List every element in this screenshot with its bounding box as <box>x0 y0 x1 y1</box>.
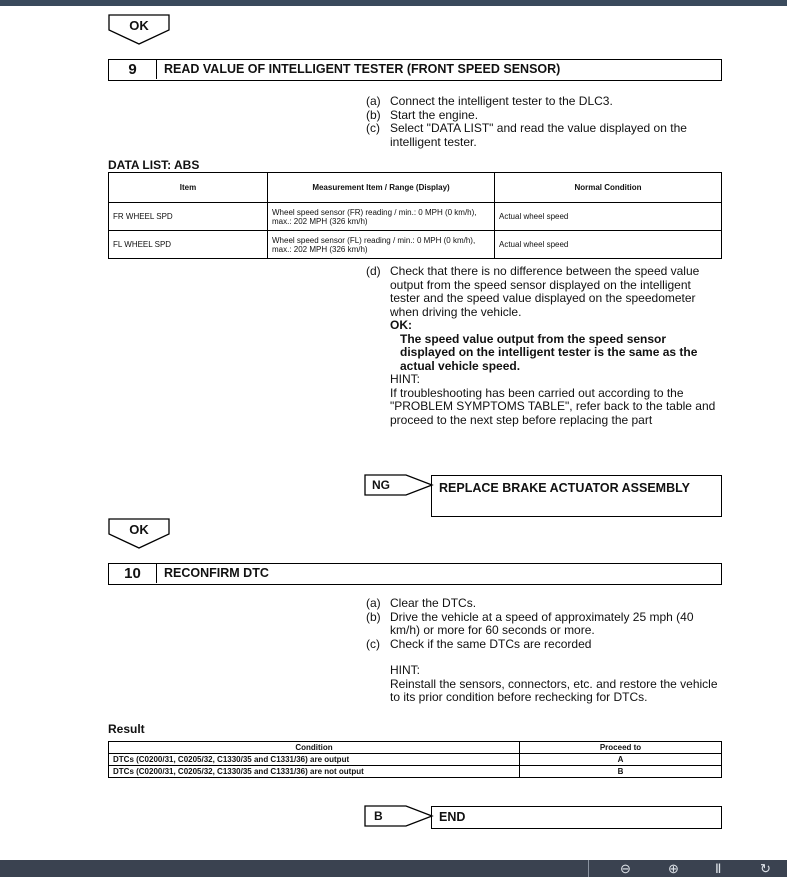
column-header: Proceed to <box>520 742 722 754</box>
ok-label: OK <box>129 18 149 33</box>
result-table <box>108 741 722 778</box>
check-instruction <box>366 265 722 427</box>
viewer-toolbar <box>0 860 787 877</box>
table-row <box>109 203 722 231</box>
check-label: (d) <box>366 264 381 278</box>
table-row <box>109 231 722 259</box>
hint-heading: HINT: <box>390 372 420 386</box>
ng-action: REPLACE BRAKE ACTUATOR ASSEMBLY <box>431 475 722 517</box>
instruction-item: (a) Connect the intelligent tester to the DLC3. <box>366 94 613 108</box>
ng-result-box <box>364 474 722 518</box>
table-cell: Actual wheel speed <box>495 231 722 259</box>
ok-heading: OK: <box>390 318 412 332</box>
instruction-item: (b) Drive the vehicle at a speed of approximately 25 mph (40 km/h) or more for 60 seconds or more. <box>366 609 694 637</box>
table-header-row <box>109 173 722 203</box>
refresh-icon[interactable]: ↻ <box>760 861 771 876</box>
column-header: Item <box>109 173 268 203</box>
ok-arrow-box-step9 <box>108 14 170 44</box>
step-number: 10 <box>109 564 157 583</box>
hint-heading: HINT: <box>390 663 420 677</box>
table-cell: Wheel speed sensor (FR) reading / min.: 0 MPH (0 km/h), max.: 202 MPH (326 km/h) <box>268 203 495 231</box>
toolbar-separator <box>588 860 589 877</box>
instruction-item: (b) Start the engine. <box>366 107 479 122</box>
data-list-title: DATA LIST: ABS <box>108 158 200 172</box>
table-row <box>109 766 722 778</box>
column-header: Measurement Item / Range (Display) <box>268 173 495 203</box>
column-header: Condition <box>109 742 520 754</box>
data-list-table <box>108 172 722 259</box>
step-10-header <box>108 563 722 585</box>
ok-arrow-box-step10 <box>108 518 170 548</box>
ok-label: OK <box>129 522 149 537</box>
end-action: END <box>431 806 722 829</box>
zoom-out-icon[interactable]: ⊖ <box>620 861 631 876</box>
step9-instructions <box>366 95 722 149</box>
zoom-in-icon[interactable]: ⊕ <box>668 861 679 876</box>
check-text: Check that there is no difference between the speed value output from the speed sensor displayed on the intelligent tester and the speed value displayed on the speedometer when driving the vehicle. <box>390 264 700 319</box>
table-cell: Actual wheel speed <box>495 203 722 231</box>
table-cell: B <box>520 766 722 778</box>
table-header-row <box>109 742 722 754</box>
top-window-bar <box>0 0 787 6</box>
table-cell: A <box>520 754 722 766</box>
hint-text: If troubleshooting has been carried out according to the "PROBLEM SYMPTOMS TABLE", refer back to the table and proceed to the next step before replacing the part <box>390 385 716 427</box>
table-cell: FL WHEEL SPD <box>109 231 268 259</box>
end-label: B <box>374 809 383 823</box>
instruction-item: (c) Select "DATA LIST" and read the value displayed on the intelligent tester. <box>366 121 687 149</box>
step-9-header <box>108 59 722 81</box>
ng-label: NG <box>372 478 390 492</box>
instruction-item: (a) Clear the DTCs. <box>366 596 477 610</box>
step-title: READ VALUE OF INTELLIGENT TESTER (FRONT SPEED SENSOR) <box>164 62 561 76</box>
ok-criteria: The speed value output from the speed sensor displayed on the intelligent tester is the same as the actual vehicle speed. <box>400 331 698 373</box>
step-number: 9 <box>109 60 157 79</box>
end-result-box <box>364 805 722 829</box>
table-cell: FR WHEEL SPD <box>109 203 268 231</box>
step10-instructions <box>366 597 722 705</box>
table-cell: DTCs (C0200/31, C0205/32, C1330/35 and C1331/36) are output <box>109 754 520 766</box>
step-title: RECONFIRM DTC <box>164 566 269 580</box>
table-cell: Wheel speed sensor (FL) reading / min.: 0 MPH (0 km/h), max.: 202 MPH (326 km/h) <box>268 231 495 259</box>
table-cell: DTCs (C0200/31, C0205/32, C1330/35 and C1331/36) are not output <box>109 766 520 778</box>
instruction-item: (c) Check if the same DTCs are recorded <box>366 636 592 651</box>
result-title: Result <box>108 722 145 736</box>
pause-icon[interactable]: Ⅱ <box>715 861 722 876</box>
hint-text: Reinstall the sensors, connectors, etc. and restore the vehicle to its prior condition before rechecking for DTCs. <box>390 676 718 704</box>
column-header: Normal Condition <box>495 173 722 203</box>
table-row <box>109 754 722 766</box>
